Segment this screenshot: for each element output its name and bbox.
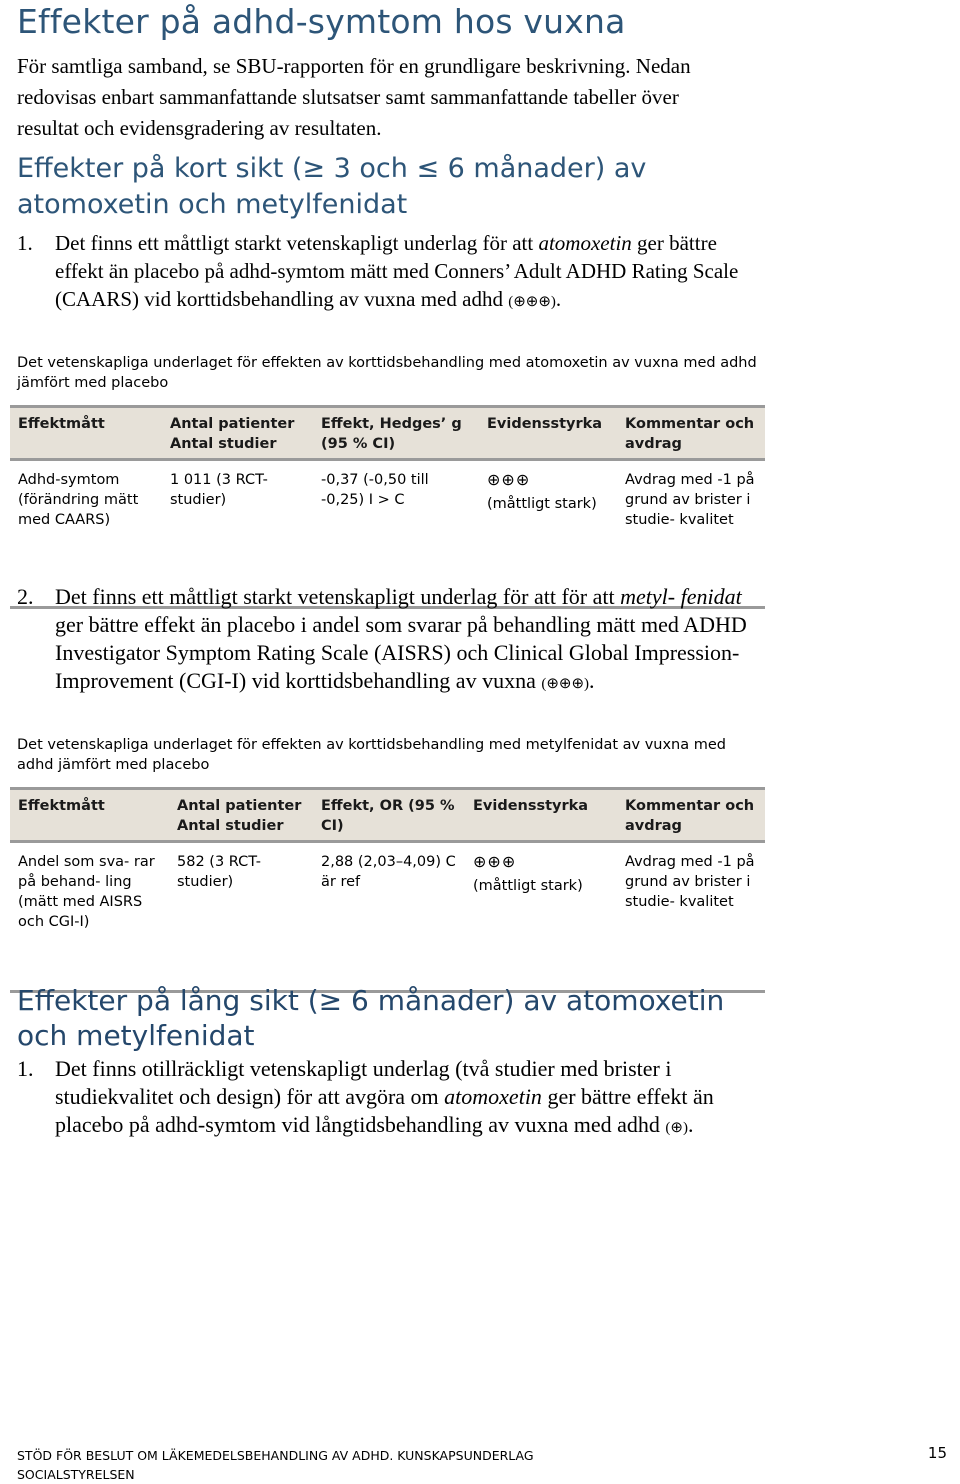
- cell-patients: 582 (3 RCT-studier): [177, 854, 262, 890]
- conclusion-number: 2.: [17, 584, 34, 609]
- cell-comment: Avdrag med -1 på grund av brister i studie- kvalitet: [625, 854, 755, 910]
- cell-evidence: [465, 842, 617, 992]
- cell-measure: Andel som sva- rar på behand- ling (mätt med AISRS och CGI-I): [18, 854, 155, 930]
- page-footer: [17, 1446, 947, 1484]
- cell-measure: Adhd-symtom (förändring mätt med CAARS): [18, 472, 139, 528]
- conclusion-atomoxetin-long: [17, 1055, 757, 1167]
- col-header-effect: Effekt, OR (95 % CI): [313, 789, 465, 842]
- conclusion-text: [55, 1055, 755, 1142]
- evidence-grade-symbol: (⊕⊕⊕): [508, 294, 556, 310]
- section-heading-short-term: Effekter på kort sikt (≥ 3 och ≤ 6 månader) av atomoxetin och metylfenidat: [17, 153, 647, 220]
- conclusion-end: .: [555, 287, 562, 311]
- table-caption-metylfenidat: Det vetenskapliga underlaget för effekten av korttidsbehandling med metylfenidat av vuxna med adhd jämfört med placebo: [17, 737, 726, 773]
- section-heading-long-term: Effekter på lång sikt (≥ 6 månader) av atomoxetin och metylfenidat: [17, 984, 725, 1052]
- table-header-row: [10, 407, 765, 460]
- col-header-evidence: Evidensstyrka: [465, 789, 617, 842]
- conclusion-number: 1.: [17, 1056, 34, 1081]
- col-header-evidence: Evidensstyrka: [479, 407, 617, 460]
- page-number: 15: [927, 1444, 947, 1462]
- table-header-row: [10, 789, 765, 842]
- drug-name: metyl- fenidat: [620, 584, 742, 609]
- col-header-effektmatt: Effektmått: [10, 789, 169, 842]
- conclusion-text: [55, 229, 755, 316]
- cell-effect: 2,88 (2,03–4,09) C är ref: [321, 854, 456, 890]
- drug-name: atomoxetin: [444, 1084, 542, 1109]
- conclusion-text-post: ger bättre effekt än placebo på adhd-symtom vid långtidsbehandling av vuxna med adhd: [55, 1084, 714, 1137]
- footer-report-title: STÖD FÖR BESLUT OM LÄKEMEDELSBEHANDLING AV ADHD. KUNSKAPSUNDERLAG: [17, 1448, 534, 1463]
- conclusion-text-pre: Det finns ett måttligt starkt vetenskapligt underlag för att: [55, 231, 539, 255]
- table-caption-atomoxetin: Det vetenskapliga underlaget för effekten av korttidsbehandling med atomoxetin av vuxna med adhd jämfört med placebo: [17, 355, 757, 391]
- col-header-effektmatt: Effektmått: [10, 407, 162, 460]
- evidence-grade-icon: ⊕⊕⊕: [487, 470, 531, 489]
- intro-paragraph: För samtliga samband, se SBU-rapporten för en grundligare beskrivning. Nedan redovisas enbart sammanfattande slutsatser samt sammanfattande tabeller över resultat och evidensgradering av resultaten.: [17, 54, 691, 140]
- conclusion-end: .: [687, 1112, 694, 1137]
- footer-publisher: SOCIALSTYRELSEN: [17, 1467, 135, 1482]
- cell-comment: Avdrag med -1 på grund av brister i studie- kvalitet: [625, 472, 755, 528]
- conclusion-text-pre: Det finns otillräckligt vetenskapligt underlag (två studier med brister i studiekvalitet och design) för att avgöra om: [55, 1056, 672, 1109]
- col-header-patients: Antal patienter Antal studier: [169, 789, 313, 842]
- col-header-comment: Kommentar och avdrag: [617, 789, 765, 842]
- evidence-grade-symbol: (⊕): [665, 1120, 688, 1136]
- conclusion-number: 1.: [17, 231, 33, 255]
- col-header-effect: Effekt, Hedges’ g (95 % CI): [313, 407, 479, 460]
- col-header-patients: Antal patienter Antal studier: [162, 407, 313, 460]
- cell-patients: 1 011 (3 RCT-studier): [170, 472, 268, 508]
- drug-name: atomoxetin: [538, 231, 632, 255]
- conclusion-text-pre: Det finns ett måttligt starkt vetenskapligt underlag för att för att: [55, 584, 621, 609]
- conclusion-text: [55, 583, 775, 698]
- cell-effect: -0,37 (-0,50 till -0,25) I > C: [321, 472, 429, 508]
- col-header-comment: Kommentar och avdrag: [617, 407, 765, 460]
- conclusion-end: .: [589, 668, 595, 693]
- evidence-grade-text: (måttligt stark): [487, 496, 597, 512]
- evidence-grade-symbol: (⊕⊕⊕): [541, 676, 590, 692]
- evidence-grade-icon: ⊕⊕⊕: [473, 852, 517, 871]
- conclusion-metylfenidat-short: [17, 583, 777, 723]
- conclusion-text-post: ger bättre effekt än placebo i andel som svarar på behandling mätt med ADHD Investigator Symptom Rating Scale (AISRS) och Clinical Global Impression-Improvement (CGI-I) vid korttidsbehandling av vuxna: [55, 612, 747, 693]
- table-row: [10, 842, 765, 992]
- evidence-grade-text: (måttligt stark): [473, 878, 583, 894]
- conclusion-text-post: ger bättre effekt än placebo på adhd-symtom mätt med Conners’ Adult ADHD Rating Scale (CAARS) vid korttidsbehandling av vuxna med adhd: [55, 231, 739, 311]
- conclusion-atomoxetin-short: [17, 229, 757, 341]
- evidence-table-atomoxetin: [10, 405, 765, 609]
- page-title: Effekter på adhd-symtom hos vuxna: [17, 2, 626, 41]
- evidence-table-metylfenidat: [10, 787, 765, 993]
